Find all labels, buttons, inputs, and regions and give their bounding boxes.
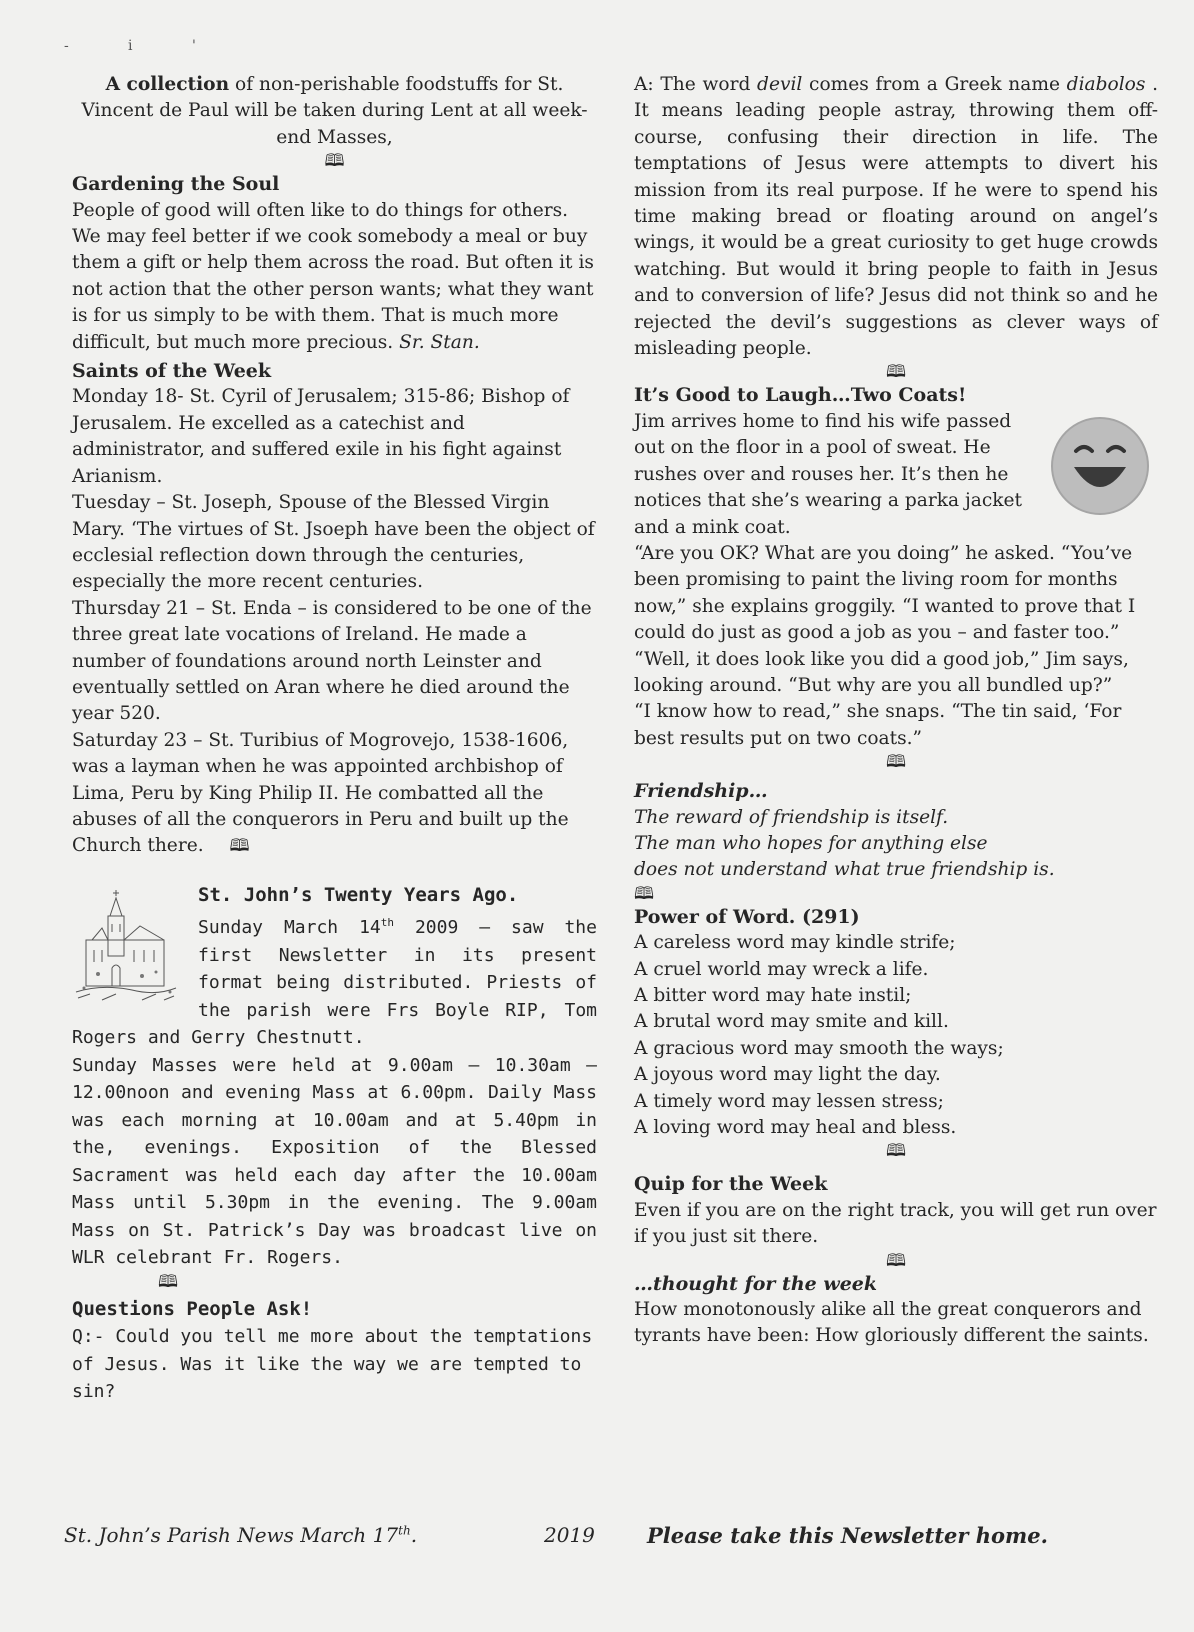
power-line: A joyous word may light the day. <box>634 1064 941 1086</box>
book-icon: 🕮 <box>324 151 345 172</box>
twenty-years-body: Sunday Masses were held at 9.00am – 10.30am – 12.00noon and evening Mass at 6.00pm. Daily Mass was each morning at 10.00am and at 5.40pm in the, evenings. Exposition of the Blessed Sacrament was held each day after the 10.00am Mass until 5.30pm in the evening. The 9.00am Mass on St. Patrick’s Day was broadcast live on WLR celebrant Fr. Rogers. <box>72 1054 597 1269</box>
laugh-para: Jim arrives home to find his wife passed out on the floor in a pool of sweat. He rushes over and rouses her. It’s then he notices that she’s wearing a parka jacket and a mink coat. <box>634 410 1023 538</box>
power-line: A cruel world may wreck a life. <box>634 958 929 980</box>
saints-title: Saints of the Week <box>72 360 272 383</box>
intro-text: 2009 – saw the first Newsletter in its present format being distributed. Priests of the parish were Frs Boyle RIP, Tom Rogers and Gerry Chestnutt. <box>72 917 597 1049</box>
twenty-years-section <box>72 882 597 1406</box>
twenty-years-title: St. John’s Twenty Years Ago. <box>198 883 519 906</box>
book-icon: 🕮 <box>885 1250 907 1271</box>
collection-line3: end Masses, <box>276 126 393 148</box>
footer-year: 2019 <box>544 1523 595 1547</box>
laugh-para: “I know how to read,” she snaps. “The tin said, ‘For best results put on two coats.” <box>634 701 1122 749</box>
gardening-body <box>72 198 597 356</box>
laugh-para: “Well, it does look like you did a good job,” Jim says, looking around. “But why are you all bundled up?” <box>634 648 1129 696</box>
friendship-title: Friendship… <box>634 780 768 803</box>
gardening-text: People of good will often like to do things for others. We may feel better if we cook somebody a meal or buy them a gift or help them across the road. But often it is not action that the other person wants; what they want is for us simply to be with them. That is much more difficult, but much more precious. <box>72 199 594 353</box>
answer-pre: The word <box>653 74 758 95</box>
book-icon: 🕮 <box>634 883 655 904</box>
saint-entry: Thursday 21 – St. Enda – is considered to be one of the three great late vocations of Ireland. He made a number of foundations around north Leinster and eventually settled on Aran where he died around the year 520. <box>72 597 592 725</box>
answer-mid: comes from a Greek name <box>802 74 1067 95</box>
collection-lead: A collection <box>105 74 230 95</box>
book-icon: 🕮 <box>885 1141 907 1162</box>
footer-left-text: St. John’s Parish News March 17 <box>64 1523 399 1547</box>
right-column <box>634 72 1158 1350</box>
book-icon: 🕮 <box>229 836 250 857</box>
scan-mark: i <box>128 38 133 54</box>
footer-parish-news <box>64 1523 417 1547</box>
answer-lead: A: <box>634 74 654 95</box>
book-icon: 🕮 <box>885 362 907 383</box>
answer-rest: . It means leading people astray, throwing them off-course, confusing their direction in life. The temptations of Jesus were attempts to divert his mission from its real purpose. If he were to spend his time making bread or floating around on angel’s wings, it would be a great curiosity to get huge crowds watching. But would it bring people to faith in Jesus and to conversion of life? Jesus did not think so and he rejected the devil’s suggestions as clever ways of misleading people. <box>634 74 1158 360</box>
laugh-para: “Are you OK? What are you doing” he asked. “You’ve been promising to paint the living room for months now,” she explains groggily. “I wanted to prove that I could do just as good a job as you – and faster too.” <box>634 542 1136 644</box>
intro-date: Sunday March 14 <box>198 917 381 939</box>
quip-title: Quip for the Week <box>634 1173 828 1196</box>
left-column <box>72 72 597 1406</box>
book-icon: 🕮 <box>158 1271 179 1292</box>
answer-word-diabolos: diabolos <box>1066 74 1146 95</box>
power-line: A loving word may heal and bless. <box>634 1117 957 1139</box>
intro-date-sup: th <box>380 916 395 930</box>
question-text: Q:- Could you tell me more about the temptations of Jesus. Was it like the way we are tempted to sin? <box>72 1326 593 1403</box>
thought-body: How monotonously alike all the great conquerors and tyrants have been: How gloriously different the saints. <box>634 1299 1149 1347</box>
collection-line2: Vincent de Paul will be taken during Lent at all week- <box>81 100 588 122</box>
power-line: A timely word may lessen stress; <box>634 1090 944 1112</box>
book-icon: 🕮 <box>885 752 907 773</box>
scan-mark: - <box>64 38 69 54</box>
thought-title: …thought for the week <box>634 1272 878 1295</box>
power-title: Power of Word. (291) <box>634 905 860 928</box>
friendship-line: does not understand what true friendship is. <box>634 859 1055 881</box>
footer-take-home: Please take this Newsletter home. <box>647 1523 1048 1548</box>
saint-entry-text: Saturday 23 – St. Turibius of Mogrovejo, 1538-1606, was a layman when he was appointed archbishop of Lima, Peru by King Philip II. He combatted all the abuses of all the conquerors in Peru and built up the Church there. <box>72 729 569 857</box>
gardening-author: Sr. Stan. <box>399 331 480 353</box>
friendship-line: The man who hopes for anything else <box>634 832 988 854</box>
footer-left-end: . <box>410 1523 418 1547</box>
saint-entry: Tuesday – St. Joseph, Spouse of the Blessed Virgin Mary. ‘The virtues of St. Jsoeph have been the object of ecclesial reflection down through the centuries, especially the more recent centuries. <box>72 492 595 593</box>
power-line: A gracious word may smooth the ways; <box>634 1037 1004 1059</box>
footer-left-sup: th <box>398 1523 411 1538</box>
saint-entry: Monday 18- St. Cyril of Jerusalem; 315-86; Bishop of Jerusalem. He excelled as a catechist and administrator, and suffered exile in his fight against Arianism. <box>72 386 570 487</box>
gardening-title: Gardening the Soul <box>72 173 280 196</box>
answer-word-devil: devil <box>757 74 803 95</box>
power-line: A careless word may kindle strife; <box>634 932 956 954</box>
questions-title: Questions People Ask! <box>72 1297 313 1320</box>
laugh-title: It’s Good to Laugh…Two Coats! <box>634 384 967 407</box>
answer-text <box>634 72 1158 362</box>
collection-line1: of non-perishable foodstuffs for St. <box>229 74 564 95</box>
scan-mark: ' <box>192 38 196 54</box>
saint-entry <box>72 728 597 860</box>
power-line: A brutal word may smite and kill. <box>634 1011 949 1033</box>
friendship-line: The reward of friendship is itself. <box>634 806 949 828</box>
collection-notice <box>72 72 597 151</box>
power-line: A bitter word may hate instil; <box>634 985 912 1006</box>
laughing-face-icon <box>1042 411 1158 521</box>
quip-body: Even if you are on the right track, you will get run over if you just sit there. <box>634 1199 1157 1248</box>
church-illustration-icon <box>72 888 180 1008</box>
